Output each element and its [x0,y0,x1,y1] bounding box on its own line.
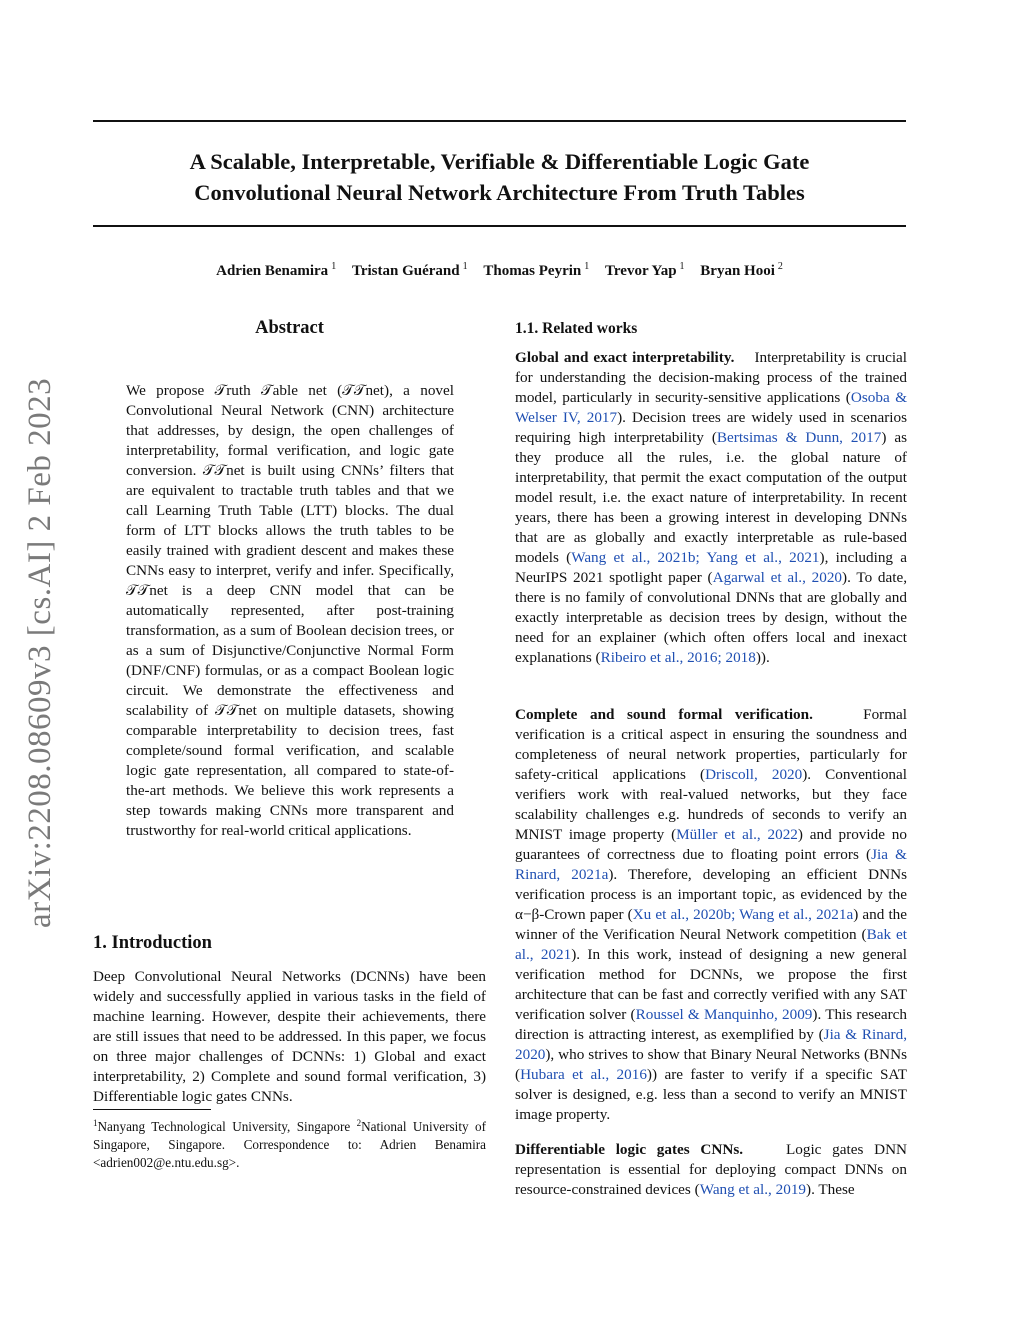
paragraph-heading: Global and exact interpretability. [515,349,735,366]
citation-link[interactable]: Driscoll, 2020 [705,766,803,783]
author: Trevor Yap $^1$ [605,261,685,279]
title-rule-bottom [93,225,906,227]
citation-link[interactable]: Jia & Rinard, 2020 [515,1026,907,1063]
citation-link[interactable]: Hubara et al., 2016 [520,1066,647,1083]
author: Tristan Guérand $^1$ [351,261,468,279]
title-line-1: A Scalable, Interpretable, Verifiable & Differentiable Logic Gate [189,149,810,174]
author: Bryan Hooi $^2$ [700,261,783,279]
title-rule-top [93,120,906,122]
author: Thomas Peyrin $^1$ [483,261,590,279]
paragraph-logic-gates: Differentiable logic gates CNNs. Logic gates DNN representation is essential for deploying compact DNNs on resource-constrained devices (Wang et al., 2019). These [515,1141,907,1198]
arxiv-stamp: arXiv:2208.08609v3 [cs.AI] 2 Feb 2023 [22,377,58,928]
author: Adrien Benamira $^1$ [216,261,337,279]
citation-link[interactable]: Ribeiro et al., 2016; 2018 [600,649,756,666]
citation-link[interactable]: Bak et al., 2021 [515,926,907,963]
introduction-heading: 1. Introduction [93,933,212,953]
paragraph-heading: Differentiable logic gates CNNs. [515,1141,744,1158]
citation-link[interactable]: Bertsimas & Dunn, 2017 [716,429,882,446]
footnote: $^1$Nanyang Technological University, Singapore $^2$National University of Singapore, Singapore. Correspondence to: Adrien Benamira <adrien002@e.ntu.edu.sg>. [93,1118,486,1170]
paper-title [93,146,906,208]
abstract-heading: Abstract [255,318,324,338]
citation-link[interactable]: Roussel & Manquinho, 2009 [635,1006,813,1023]
introduction-text: Deep Convolutional Neural Networks (DCNNs) have been widely and successfully applied in various tasks in the field of machine learning. However, despite their achievements, there are still issues that need to be addressed. In this paper, we focus on three major challenges of DCNNs: 1) Global and exact interpretability, 2) Complete and sound formal verification, 3) Differentiable logic gates CNNs. [93,968,486,1105]
paragraph-verification: Complete and sound formal verification. Formal verification is a critical aspect in ensuring the soundness and completeness of neural network properties, particularly for safety-critical applications (Driscoll, 2020). Conventional verifiers work with real-valued networks, but they face scalability challenges e.g. hundreds of seconds to verify an MNIST image property (Müller et al., 2022) and provide no guarantees of correctness due to floating point errors (Jia & Rinard, 2021a). Therefore, developing an efficient DNNs verification process is an important topic, as evidenced by the α−β-Crown paper (Xu et al., 2020b; Wang et al., 2021a) and the winner of the Verification Neural Network competition (Bak et al., 2021). In this work, instead of designing a new general verification method for DCNNs, we propose the first architecture that can be fast and correctly verified with any SAT verification solver (Roussel & Manquinho, 2009). This research direction is attracting interest, as exemplified by (Jia & Rinard, 2020), who strives to show that Binary Neural Networks (BNNs (Hubara et al., 2016)) are faster to verify if a specific SAT solver is designed, e.g. less than a second to verify an MNIST image property. [515,706,908,1123]
citation-link[interactable]: Wang et al., 2019 [699,1181,807,1198]
citation-link[interactable]: Wang et al., 2021b; Yang et al., 2021 [571,549,820,566]
footnote-rule [93,1109,211,1110]
citation-link[interactable]: Xu et al., 2020b; Wang et al., 2021a [632,906,854,923]
abstract-text: We propose 𝒯ruth 𝒯able net (𝒯𝒯net), a novel Convolutional Neural Network (CNN) architecture that addresses, by design, the open challenges of interpretability, formal verification, and logic gate conversion. 𝒯𝒯net is built using CNNs’ filters that are equivalent to tractable truth tables and that we call Learning Truth Table (LTT) blocks. The dual form of LTT blocks allows the truth tables to be easily trained with gradient descent and makes these CNNs easy to interpret, verify and infer. Specifically, 𝒯𝒯net is a deep CNN model that can be automatically represented, after post-training transformation, as a sum of Boolean decision trees, or as a sum of Disjunctive/Conjunctive Normal Form (DNF/CNF) formulas, or as a compact Boolean logic circuit. We demonstrate the effectiveness and scalability of 𝒯𝒯net on multiple datasets, showing comparable interpretability to decision trees, fast complete/sound formal verification, and scalable logic gate representation, all compared to state-of-the-art methods. We believe this work represents a step towards making CNNs more transparent and trustworthy for real-world critical applications. [126,382,454,839]
citation-link[interactable]: Agarwal et al., 2020 [712,569,843,586]
paragraph-heading: Complete and sound formal verification. [515,706,813,723]
citation-link[interactable]: Osoba & Welser IV, 2017 [515,389,908,426]
paragraph-interpretability: Global and exact interpretability. Interpretability is crucial for understanding the decision-making process of the trained model, particularly in security-sensitive applications (Osoba & Welser IV, 2017). Decision trees are widely used in scenarios requiring high interpretability (Bertsimas & Dunn, 2017) as they produce all the rules, i.e. the global nature of interpretability, that permit the exact computation of the output model result, i.e. the exact nature of interpretability. In recent years, there has been a growing interest in developing DNNs that are as globally and exactly interpretable as rule-based models (Wang et al., 2021b; Yang et al., 2021), including a NeurIPS 2021 spotlight paper (Agarwal et al., 2020). To date, there is no family of convolutional DNNs that are globally and exactly interpretable as decision trees by design, without the need for an explainer (which often offers local and inexact explanations (Ribeiro et al., 2016; 2018)). [515,349,908,666]
citation-link[interactable]: Müller et al., 2022 [676,826,798,843]
related-works-heading: 1.1. Related works [515,320,638,337]
citation-link[interactable]: Jia & Rinard, 2021a [515,846,907,883]
title-line-2: Convolutional Neural Network Architecture From Truth Tables [194,180,805,205]
author-list [93,261,906,280]
